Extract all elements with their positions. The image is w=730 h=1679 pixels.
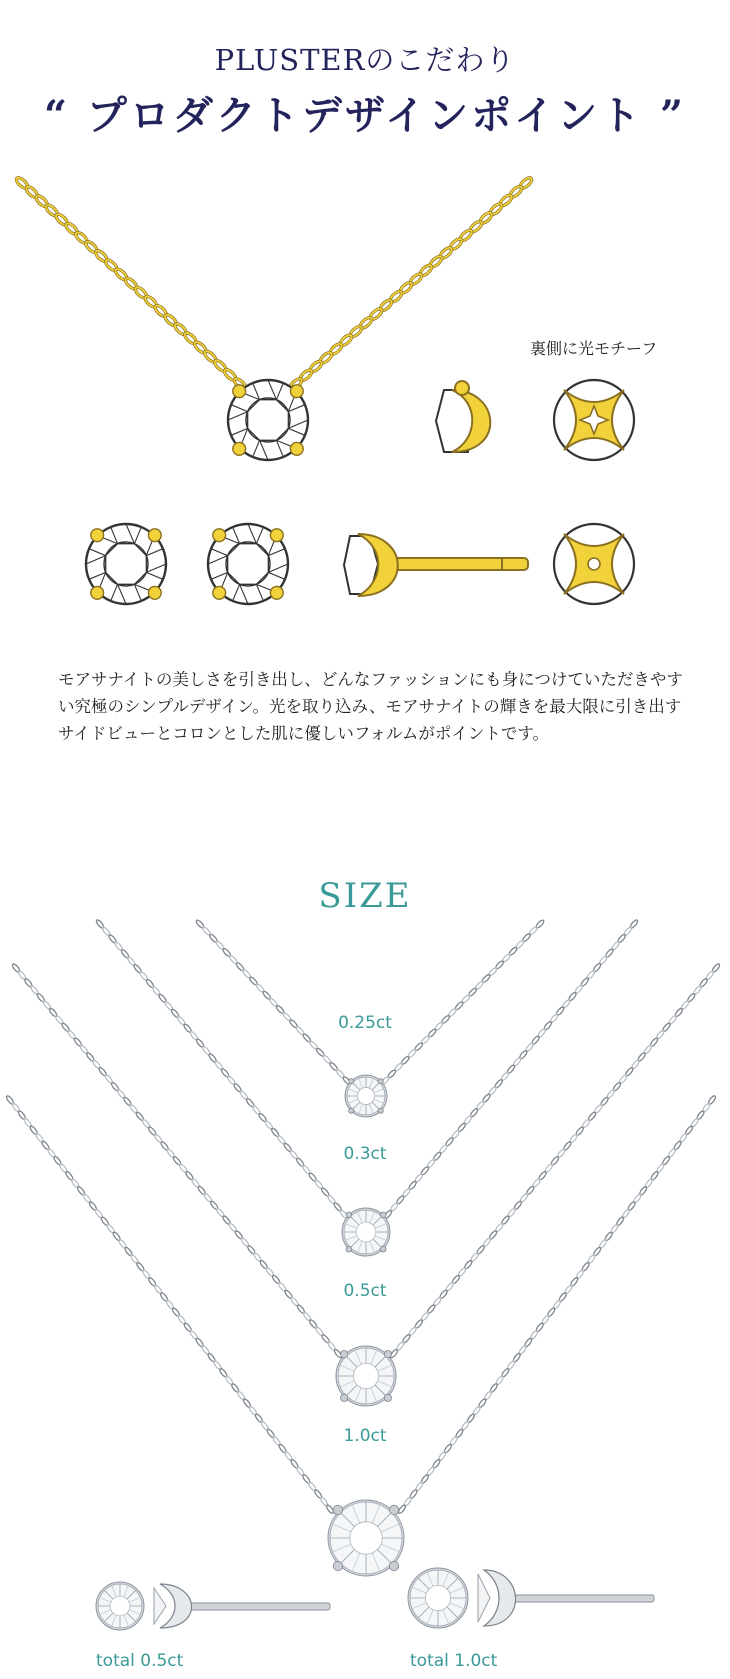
back-motif-label: 裏側に光モチーフ	[530, 339, 658, 358]
earring-label-total-0-5ct: total 0.5ct	[96, 1651, 184, 1671]
size-title: SIZE	[318, 876, 412, 916]
moissanite-stone	[336, 1346, 396, 1406]
stud-earring-photo	[408, 1568, 654, 1628]
size-label-1-0ct: 1.0ct	[343, 1426, 387, 1446]
moissanite-stone	[345, 1075, 387, 1117]
section-subtitle: PLUSTERのこだわり	[214, 43, 516, 77]
size-label-0-3ct: 0.3ct	[343, 1144, 387, 1164]
moissanite-stone	[328, 1500, 404, 1576]
design-description: モアサナイトの美しさを引き出し、どんなファッションにも身につけていただきやすい究極のシンプルデザイン。光を取り込み、モアサナイトの輝きを最大限に引き出すサイドビューとコロンとした肌に優しいフォルムがポイントです。	[58, 670, 683, 743]
size-label-0-25ct: 0.25ct	[338, 1013, 392, 1033]
earring-label-total-1-0ct: total 1.0ct	[410, 1651, 498, 1671]
stud-earring-photo	[96, 1582, 330, 1630]
size-label-0-5ct: 0.5ct	[343, 1281, 387, 1301]
moissanite-stone	[342, 1208, 390, 1256]
section-title: “ プロダクトデザインポイント ”	[43, 92, 687, 139]
